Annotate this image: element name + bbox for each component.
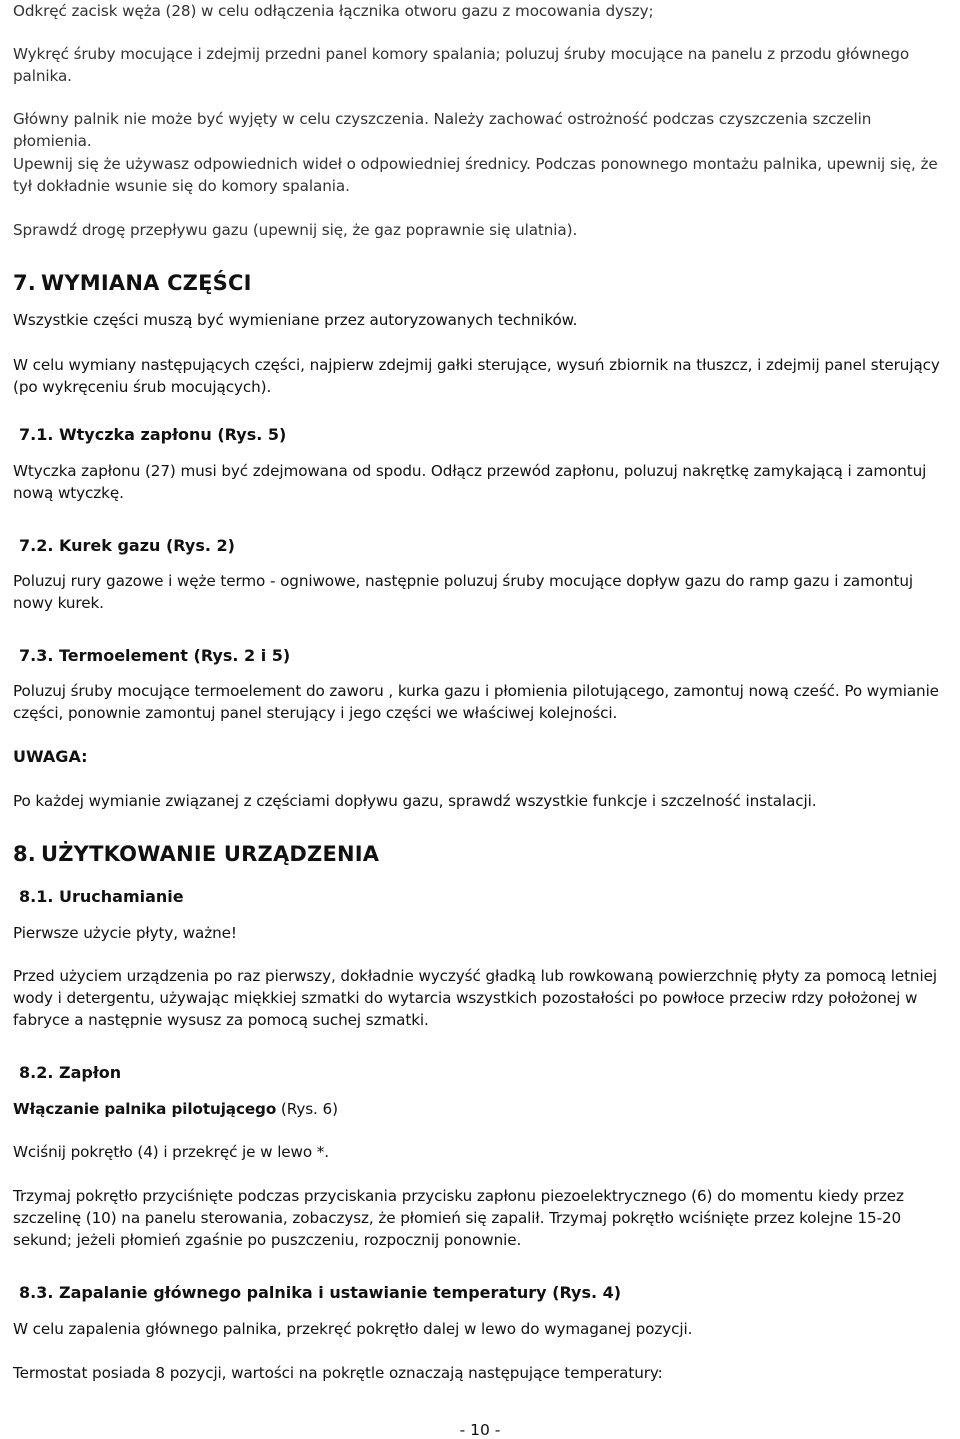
paragraph-thermostat-positions: Termostat posiada 8 pozycji, wartości na pokrętle oznaczają następujące temperatury: [13,1364,663,1382]
section-title: UŻYTKOWANIE URZĄDZENIA [41,842,380,866]
pilot-burner-figure-ref: (Rys. 6) [276,1100,338,1118]
paragraph-ignition-plug: Wtyczka zapłonu (27) musi być zdejmowana od spodu. Odłącz przewód zapłonu, poluzuj nakrętkę zamykającą i zamontuj nową wtyczkę. [13,462,927,502]
paragraph-gas-tap: Poluzuj rury gazowe i węże termo - ogniwowe, następnie poluzuj śruby mocujące dopływ gazu do ramp gazu i zamontuj nowy kurek. [13,572,914,612]
section-heading-appliance-use [13,842,379,866]
paragraph-hose-clamp: Odkręć zacisk węża (28) w celu odłączenia łącznika otworu gazu z mocowania dyszy; [13,2,654,20]
paragraph-gas-flow-check: Sprawdź drogę przepływu gazu (upewnij się, że gaz poprawnie się ulatnia). [13,221,578,239]
pilot-burner-label: Włączanie palnika pilotującego [13,1100,277,1118]
subsection-heading-ignition: 8.2. Zapłon [19,1063,122,1082]
subsection-heading-ignition-plug: 7.1. Wtyczka zapłonu (Rys. 5) [19,425,287,444]
paragraph-fork-diameter: Upewnij się że używasz odpowiednich wideł o odpowiedniej średnicy. Podczas ponownego montażu palnika, upewnij się, że tył dokładnie wsunie się do komory spalania. [13,155,938,195]
section-title: WYMIANA CZĘŚCI [41,271,252,295]
page-number: - 10 - [459,1421,501,1439]
warning-label: UWAGA: [13,747,88,766]
section-heading-parts-replacement [13,271,252,295]
paragraph-press-knob: Wciśnij pokrętło (4) i przekręć je w lewo *. [13,1143,330,1161]
subsection-heading-gas-tap: 7.2. Kurek gazu (Rys. 2) [19,536,235,555]
paragraph-main-burner-cleaning: Główny palnik nie może być wyjęty w celu czyszczenia. Należy zachować ostrożność podczas czyszczenia szczelin płomienia. [13,110,872,150]
paragraph-main-burner-ignition: W celu zapalenia głównego palnika, przekręć pokrętło dalej w lewo do wymaganej pozycji. [13,1320,693,1338]
paragraph-thermocouple: Poluzuj śruby mocujące termoelement do zaworu , kurka gazu i płomienia pilotującego, zamontuj nową cześć. Po wymianie części, ponownie zamontuj panel sterujący i jego części we właściwej kolejności. [13,682,939,722]
paragraph-first-cleaning: Przed użyciem urządzenia po raz pierwszy, dokładnie wyczyść gładką lub rowkowaną powierzchnię płyty za pomocą letniej wody i detergentu, używając miękkiej szmatki do wytarcia wszystkich pozostałości po powłoce przeciw rdzy położonej w fabryce a następnie wysusz za pomocą suchej szmatki. [13,967,937,1029]
subsection-heading-startup: 8.1. Uruchamianie [19,887,184,906]
paragraph-replacement-procedure: W celu wymiany następujących części, najpierw zdejmij gałki sterujące, wysuń zbiornik na tłuszcz, i zdejmij panel sterujący (po wykręceniu śrub mocujących). [13,356,940,396]
paragraph-first-use: Pierwsze użycie płyty, ważne! [13,924,237,942]
section-number: 7. [13,271,36,295]
subsection-heading-thermocouple: 7.3. Termoelement (Rys. 2 i 5) [19,646,291,665]
paragraph-front-panel: Wykręć śruby mocujące i zdejmij przedni panel komory spalania; poluzuj śruby mocujące na panelu z przodu głównego palnika. [13,45,910,85]
section-number: 8. [13,842,36,866]
paragraph-hold-knob: Trzymaj pokrętło przyciśnięte podczas przyciskania przycisku zapłonu piezoelektrycznego (6) do momentu kiedy przez szczelinę (10) na panelu sterowania, zobaczysz, że płomień się zapalił. Trzymaj pokrętło wciśnięte przez kolejne 15-20 sekund; jeżeli płomień zgaśnie po puszczeniu, rozpocznij ponownie. [13,1187,904,1249]
paragraph-gas-tightness-check: Po każdej wymianie związanej z częściami dopływu gazu, sprawdź wszystkie funkcje i szczelność instalacji. [13,792,817,810]
paragraph-pilot-burner-heading [13,1098,948,1120]
paragraph-authorized-technicians: Wszystkie części muszą być wymieniane przez autoryzowanych techników. [13,311,578,329]
subsection-heading-main-burner-temperature: 8.3. Zapalanie głównego palnika i ustawianie temperatury (Rys. 4) [19,1283,622,1302]
